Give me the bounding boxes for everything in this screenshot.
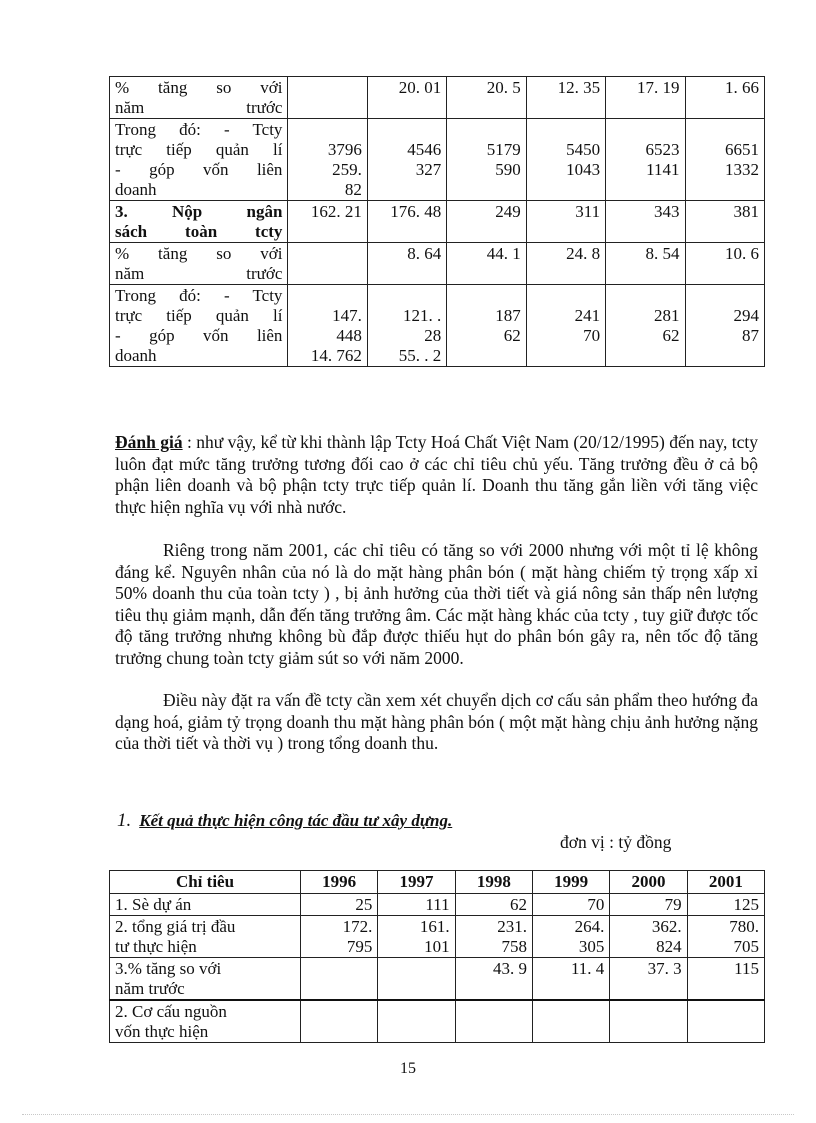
cell-line: tư thực hiện (115, 937, 197, 956)
row-label (110, 916, 301, 958)
cell-line: 343 (654, 202, 680, 221)
table-cell (301, 1000, 378, 1043)
table-row (110, 1000, 765, 1043)
cell-line: vốn thực hiện (115, 1022, 209, 1041)
cell-line: 448 (336, 326, 362, 345)
table-cell (610, 916, 687, 958)
table-cell (455, 958, 532, 1001)
cell-line: sách toàn tcty (115, 222, 283, 241)
cell-line (611, 286, 679, 306)
cell-line (293, 120, 361, 140)
table-cell (447, 119, 526, 201)
cell-line: năm trước (115, 98, 283, 117)
table-cell (532, 958, 609, 1001)
cell-line: 259. (332, 160, 362, 179)
table-cell (367, 285, 446, 367)
cell-line: 115 (734, 959, 759, 978)
cell-line: năm trước (115, 979, 185, 998)
cell-line: 70 (587, 895, 605, 914)
table-cell (367, 77, 446, 119)
table-row (110, 894, 765, 916)
cell-line: 362. (651, 917, 682, 936)
table-cell (367, 119, 446, 201)
cell-line: 780. (729, 917, 759, 936)
table-cell (288, 285, 367, 367)
cell-line: 44. 1 (486, 244, 521, 263)
cell-line: 87 (742, 326, 759, 345)
cell-line: 294 (733, 306, 759, 325)
section-number: 1. (117, 810, 132, 831)
table-row (110, 243, 765, 285)
table-cell (288, 243, 367, 285)
table-cell (447, 77, 526, 119)
cell-line: 281 (654, 306, 680, 325)
row-label (110, 285, 288, 367)
table-cell (378, 916, 455, 958)
cell-line: 62 (509, 895, 527, 914)
table-cell (532, 1000, 609, 1043)
table-cell (610, 1000, 687, 1043)
table-cell (687, 916, 764, 958)
cell-line: 6523 (645, 140, 680, 159)
cell-line: 1. 66 (725, 78, 759, 97)
table-row (110, 201, 765, 243)
cell-line (306, 959, 372, 979)
row-label (110, 77, 288, 119)
table-cell (606, 77, 685, 119)
cell-line: 231. (497, 917, 527, 936)
table-cell (610, 958, 687, 1001)
table-cell (526, 77, 605, 119)
cell-line: 758 (501, 937, 527, 956)
table-cell (685, 285, 764, 367)
cell-line: 11. 4 (570, 959, 605, 978)
evaluation-paragraph-2: Riêng trong năm 2001, các chỉ tiêu có tăng so với 2000 nhưng với một tỉ lệ không đáng kể. Nguyên nhân của nó là do mặt hàng phân bón ( mặt hàng chiếm tỷ trọng xấp xỉ 50% doanh thu của toàn tcty ) , bị ảnh hưởng của thời tiết và giá nông sản thấp nên lượng tiêu thụ giảm mạnh, dẫn đến tăng trưởng âm. Các mặt hàng khác của tcty , tuy giữ được tốc độ tăng trưởng nhưng không bù đắp được thiếu hụt do phân bón gây ra, nên tốc độ tăng trưởng chung toàn tcty giảm sút so với năm 2000. (115, 540, 758, 668)
table-cell (455, 916, 532, 958)
table-cell (301, 958, 378, 1001)
table-cell (447, 201, 526, 243)
cell-line: 55. . 2 (398, 346, 442, 365)
cell-line: 43. 9 (492, 959, 527, 978)
table-cell (687, 958, 764, 1001)
column-header: 2001 (687, 871, 764, 894)
cell-line (293, 286, 361, 306)
cell-line: 327 (415, 160, 442, 179)
table-cell (301, 916, 378, 958)
cell-line: 25 (355, 895, 373, 914)
cell-line: 705 (733, 937, 759, 956)
cell-line (611, 120, 679, 140)
cell-line: 3796 (327, 140, 362, 159)
table-cell (685, 77, 764, 119)
cell-line: 1141 (646, 160, 680, 179)
section-title: Kết quả thực hiện công tác đầu tư xây dựng. (139, 811, 453, 830)
cell-line: - góp vốn liên (115, 160, 283, 179)
cell-line (461, 1002, 527, 1022)
cell-line (293, 244, 361, 264)
cell-line: trực tiếp quản lí (115, 140, 283, 159)
table-row (110, 958, 765, 1001)
cell-line: 14. 762 (310, 346, 362, 365)
row-label (110, 958, 301, 1001)
cell-line: 381 (733, 202, 759, 221)
cell-line: 28 (424, 326, 442, 345)
cell-line: 79 (664, 895, 682, 914)
table-cell (378, 894, 455, 916)
table-cell (455, 894, 532, 916)
cell-line: 187 (495, 306, 521, 325)
row-label (110, 201, 288, 243)
section-heading (117, 810, 452, 832)
cell-line: 82 (344, 180, 362, 199)
cell-line (691, 286, 759, 306)
table-cell (685, 243, 764, 285)
table-cell (606, 243, 685, 285)
cell-line: 1043 (566, 160, 601, 179)
table-cell (606, 201, 685, 243)
table-cell (288, 77, 367, 119)
table-cell (288, 201, 367, 243)
cell-line: 4546 (407, 140, 442, 159)
table-cell (378, 958, 455, 1001)
evaluation-paragraph-1 (115, 432, 758, 518)
cell-line: 590 (495, 160, 521, 179)
page-number: 15 (400, 1060, 416, 1077)
evaluation-paragraph-3: Điều này đặt ra vấn đề tcty cần xem xét chuyển dịch cơ cấu sản phẩm theo hướng đa dạng hoá, giảm tỷ trọng doanh thu mặt hàng phân bón ( một mặt hàng chịu ảnh hưởng nặng của thời tiết và thời vụ ) trong tổng doanh thu. (115, 690, 758, 753)
cell-line: 101 (424, 937, 450, 956)
unit-label: đơn vị : tỷ đồng (560, 832, 672, 852)
column-header: 2000 (610, 871, 687, 894)
cell-line: - góp vốn liên (115, 326, 283, 345)
cell-line: 8. 54 (645, 244, 680, 263)
row-label (110, 1000, 301, 1043)
row-label (110, 243, 288, 285)
cell-line (452, 286, 520, 306)
cell-line (383, 1002, 449, 1022)
cell-line: 10. 6 (725, 244, 759, 263)
cell-line: năm trước (115, 264, 283, 283)
cell-line (293, 78, 361, 98)
table-cell (526, 201, 605, 243)
table-cell (687, 1000, 764, 1043)
table-cell (606, 119, 685, 201)
column-header: 1999 (532, 871, 609, 894)
cell-line: 1. Sè dự án (115, 895, 192, 914)
table-cell (447, 285, 526, 367)
cell-line: 176. 48 (390, 202, 442, 221)
table-cell (447, 243, 526, 285)
cell-line: 111 (425, 895, 450, 914)
table-cell (532, 916, 609, 958)
cell-line (452, 120, 520, 140)
evaluation-text-1: : như vậy, kể từ khi thành lập Tcty Hoá Chất Việt Nam (20/12/1995) đến nay, tcty luôn đạt mức tăng trưởng tương đối cao ở các chỉ tiêu chủ yếu. Tăng trưởng đều ở cả bộ phận liên doanh và bộ phận tcty trực tiếp quản lí. Doanh thu tăng gắn liền với tăng việc thực hiện nghĩa vụ với nhà nước. (115, 432, 758, 517)
cell-line: 249 (495, 202, 521, 221)
cell-line: Trong đó: - Tcty (115, 120, 283, 139)
cell-line (383, 959, 449, 979)
cell-line: 795 (346, 937, 373, 956)
table-cell (526, 285, 605, 367)
cell-line: 824 (656, 937, 682, 956)
cell-line: 147. (332, 306, 362, 325)
column-header: 1997 (378, 871, 455, 894)
table-cell (367, 201, 446, 243)
cell-line: 305 (578, 937, 605, 956)
cell-line: 8. 64 (407, 244, 442, 263)
cell-line: 172. (342, 917, 373, 936)
cell-line: 17. 19 (637, 78, 680, 97)
cell-line: 162. 21 (310, 202, 362, 221)
evaluation-heading: Đánh giá (115, 432, 183, 452)
cell-line: Trong đó: - Tcty (115, 286, 283, 305)
row-label (110, 119, 288, 201)
cell-line (693, 1002, 759, 1022)
table-cell (606, 285, 685, 367)
table-row (110, 285, 765, 367)
table-cell (455, 1000, 532, 1043)
cell-line: 264. (574, 917, 605, 936)
table-cell (526, 119, 605, 201)
cell-line: 125 (733, 895, 759, 914)
revenue-budget-table (109, 76, 765, 367)
cell-line: 2. Cơ cấu nguồn (115, 1002, 227, 1021)
cell-line: 311 (575, 202, 601, 221)
cell-line: 5179 (486, 140, 521, 159)
cell-line: 12. 35 (557, 78, 601, 97)
table-cell (288, 119, 367, 201)
cell-line: 3.% tăng so với (115, 959, 222, 978)
cell-line: 70 (583, 326, 601, 345)
table-cell (378, 1000, 455, 1043)
cell-line: 24. 8 (566, 244, 601, 263)
cell-line: % tăng so với (115, 78, 283, 97)
table-cell (685, 201, 764, 243)
table-cell (367, 243, 446, 285)
cell-line: 1332 (725, 160, 759, 179)
table-row (110, 77, 765, 119)
table-cell (610, 894, 687, 916)
table-cell (526, 243, 605, 285)
cell-line (691, 120, 759, 140)
table-cell (301, 894, 378, 916)
column-header: 1996 (301, 871, 378, 894)
cell-line: trực tiếp quản lí (115, 306, 283, 325)
table-row (110, 916, 765, 958)
cell-line: 20. 01 (398, 78, 442, 97)
cell-line (532, 286, 600, 306)
cell-line: 62 (503, 326, 521, 345)
cell-line: % tăng so với (115, 244, 283, 263)
table-cell (532, 894, 609, 916)
cell-line: 3. Nộp ngân (115, 202, 283, 221)
cell-line: 37. 3 (647, 959, 682, 978)
cell-line: doanh (115, 346, 157, 365)
cell-line: 121. . (403, 306, 442, 325)
column-header: Chỉ tiêu (110, 871, 301, 894)
cell-line (373, 120, 441, 140)
cell-line (615, 1002, 681, 1022)
column-header: 1998 (455, 871, 532, 894)
cell-line: 20. 5 (486, 78, 521, 97)
cell-line (532, 120, 600, 140)
table-row (110, 119, 765, 201)
cell-line (373, 286, 441, 306)
cell-line (538, 1002, 604, 1022)
row-label (110, 894, 301, 916)
cell-line: doanh (115, 180, 157, 199)
table-cell (687, 894, 764, 916)
table-cell (685, 119, 764, 201)
cell-line: 62 (662, 326, 680, 345)
investment-table (109, 870, 765, 1043)
cell-line: 241 (574, 306, 601, 325)
cell-line: 6651 (725, 140, 759, 159)
page-bottom-rule (22, 1114, 794, 1115)
cell-line: 161. (419, 917, 450, 936)
cell-line (306, 1002, 372, 1022)
cell-line: 5450 (566, 140, 601, 159)
cell-line: 2. tổng giá trị đầu (115, 917, 236, 936)
